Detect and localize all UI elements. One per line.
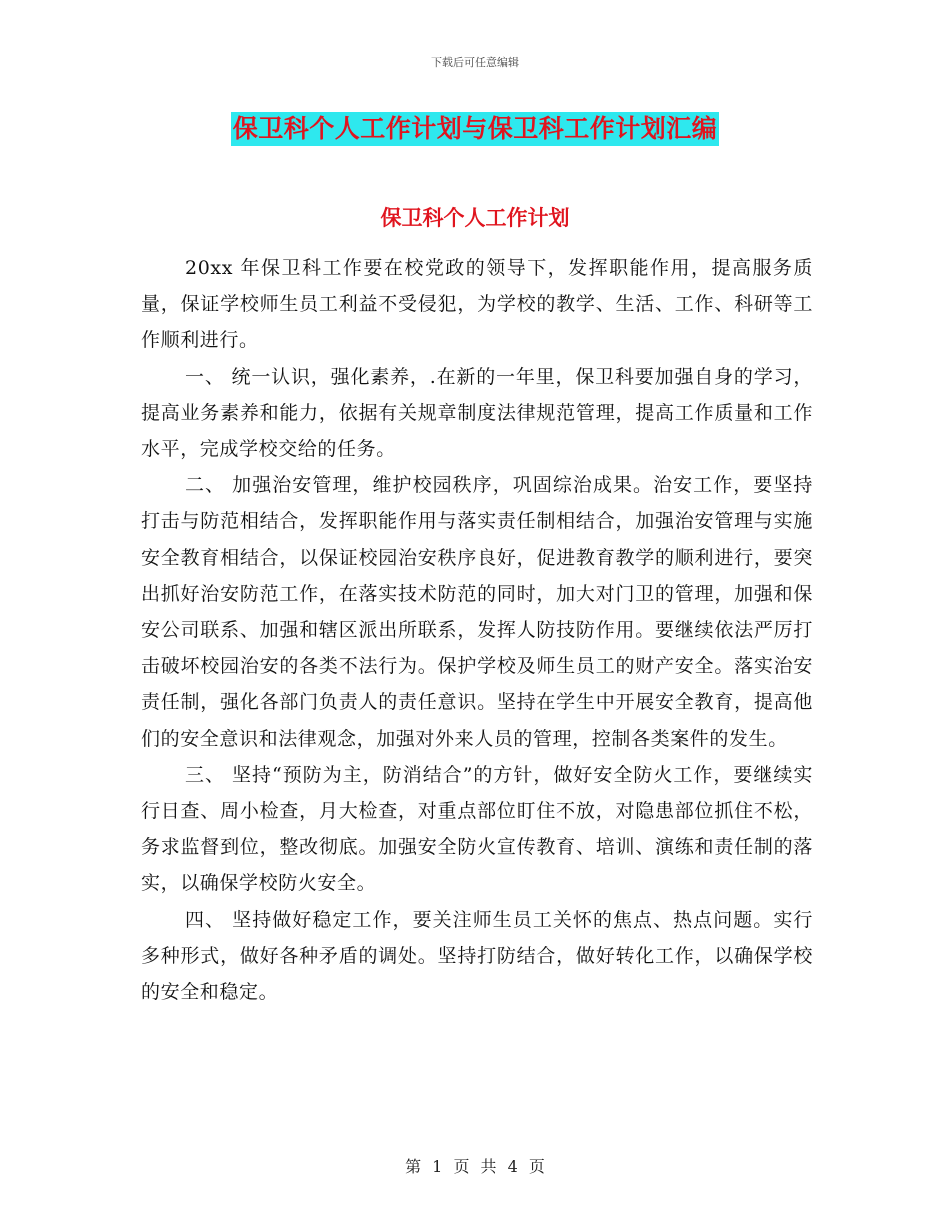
header-note: 下载后可任意编辑: [431, 56, 519, 69]
document-body: [141, 250, 813, 1010]
document-title-text: 保卫科个人工作计划与保卫科工作计划汇编: [231, 112, 720, 146]
section-title: 保卫科个人工作计划: [380, 206, 570, 230]
document-title: [0, 112, 950, 146]
paragraph-1: 一、 统一认识，强化素养，.在新的一年里，保卫科要加强自身的学习，提高业务素养和能力，依据有关规章制度法律规范管理，提高工作质量和工作水平，完成学校交给的任务。: [141, 365, 813, 461]
paragraph-intro: 20xx 年保卫科工作要在校党政的领导下，发挥职能作用，提高服务质量，保证学校师生员工利益不受侵犯，为学校的教学、生活、工作、科研等工作顺利进行。: [141, 257, 813, 352]
page-footer: 第 1 页 共 4 页: [405, 1157, 545, 1176]
paragraph-3: 三、 坚持“预防为主，防消结合”的方针，做好安全防火工作，要继续实行日查、周小检查，月大检查，对重点部位盯住不放，对隐患部位抓住不松，务求监督到位，整改彻底。加强安全防火宣传教育、培训、演练和责任制的落实，以确保学校防火安全。: [141, 763, 813, 895]
paragraph-2: 二、 加强治安管理，维护校园秩序，巩固综治成果。治安工作，要坚持打击与防范相结合，发挥职能作用与落实责任制相结合，加强治安管理与实施安全教育相结合，以保证校园治安秩序良好，促进教育教学的顺利进行，要突出抓好治安防范工作，在落实技术防范的同时，加大对门卫的管理，加强和保安公司联系、加强和辖区派出所联系，发挥人防技防作用。要继续依法严厉打击破坏校园治安的各类不法行为。保护学校及师生员工的财产安全。落实治安责任制，强化各部门负责人的责任意识。坚持在学生中开展安全教育，提高他们的安全意识和法律观念，加强对外来人员的管理，控制各类案件的发生。: [141, 474, 813, 750]
paragraph-4: 四、 坚持做好稳定工作，要关注师生员工关怀的焦点、热点问题。实行多种形式，做好各种矛盾的调处。坚持打防结合，做好转化工作，以确保学校的安全和稳定。: [141, 908, 813, 1004]
